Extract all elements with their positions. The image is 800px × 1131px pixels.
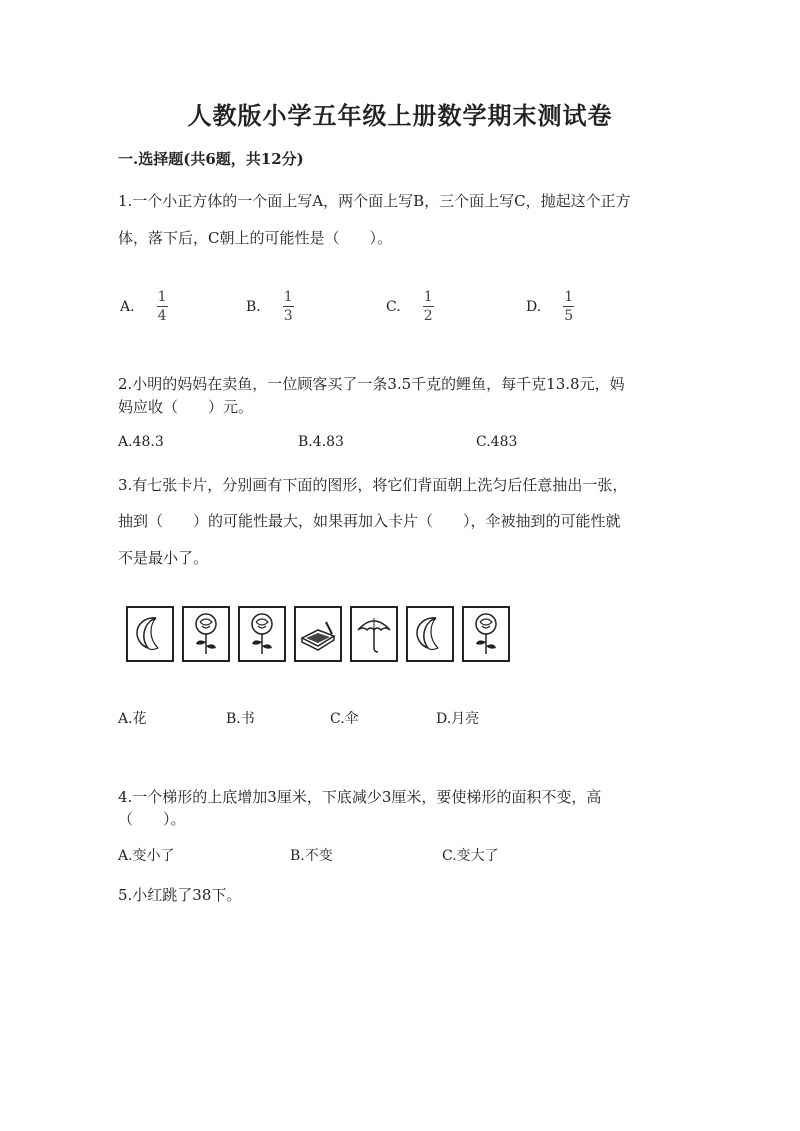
q3-text-line2: 抽到（ ）的可能性最大，如果再加入卡片（ ），伞被抽到的可能性就 [118,512,621,530]
fraction [563,290,574,323]
q1-text-line2: 体，落下后，C朝上的可能性是（ ）。 [118,229,392,247]
q5-text-line1: 5.小红跳了38下。 [118,886,242,904]
rose-icon [242,610,282,658]
q2-text-line2: 妈应收（ ）元。 [118,398,254,416]
q4-option-b: B.不变 [290,848,333,864]
numerator: 1 [564,289,574,305]
picture-cards [126,606,510,662]
numerator: 1 [423,289,433,305]
q2-text-line1: 2.小明的妈妈在卖鱼，一位顾客买了一条3.5千克的鲤鱼，每千克13.8元，妈 [118,375,625,393]
q3-text-line1: 3.有七张卡片，分别画有下面的图形，将它们背面朝上洗匀后任意抽出一张， [118,476,628,494]
denominator: 3 [283,308,293,324]
fraction [423,290,434,323]
q3-option-b: B.书 [226,711,255,727]
q1-option-d [526,290,574,323]
card-moon [406,606,454,662]
q1-text-line1: 1.一个小正方体的一个面上写A，两个面上写B，三个面上写C，抛起这个正方 [118,192,631,210]
q2-option-c: C.483 [476,434,518,450]
denominator: 5 [564,308,574,324]
moon-icon [130,610,170,658]
q2-option-a: A.48.3 [118,434,164,450]
rose-icon [186,610,226,658]
card-moon [126,606,174,662]
numerator: 1 [157,289,167,305]
option-label: A. [120,298,135,315]
umbrella-icon [354,610,394,658]
q1-option-a [120,290,168,323]
section-heading: 一.选择题(共6题，共12分) [118,150,304,168]
option-label: B. [246,298,261,315]
q4-text-line1: 4.一个梯形的上底增加3厘米，下底减少3厘米，要使梯形的面积不变，高 [118,788,602,806]
q4-option-a: A.变小了 [118,848,175,864]
card-rose [182,606,230,662]
q1-option-c [386,290,434,323]
q1-option-b [246,290,294,323]
denominator: 2 [423,308,433,324]
book-icon [298,610,338,658]
fraction [157,290,168,323]
q4-option-c: C.变大了 [442,848,499,864]
numerator: 1 [283,289,293,305]
denominator: 4 [157,308,167,324]
card-rose [238,606,286,662]
q3-option-a: A.花 [118,711,147,727]
page-title: 人教版小学五年级上册数学期末测试卷 [187,101,613,130]
fraction [283,290,294,323]
q2-option-b: B.4.83 [298,434,344,450]
q3-text-line3: 不是最小了。 [118,549,209,567]
option-label: C. [386,298,401,315]
q3-option-c: C.伞 [330,711,359,727]
rose-icon [466,610,506,658]
card-book [294,606,342,662]
option-label: D. [526,298,542,315]
moon-icon [410,610,450,658]
card-rose [462,606,510,662]
card-umbrella [350,606,398,662]
q3-option-d: D.月亮 [436,711,480,727]
q4-text-line2: （ ）。 [118,810,186,828]
